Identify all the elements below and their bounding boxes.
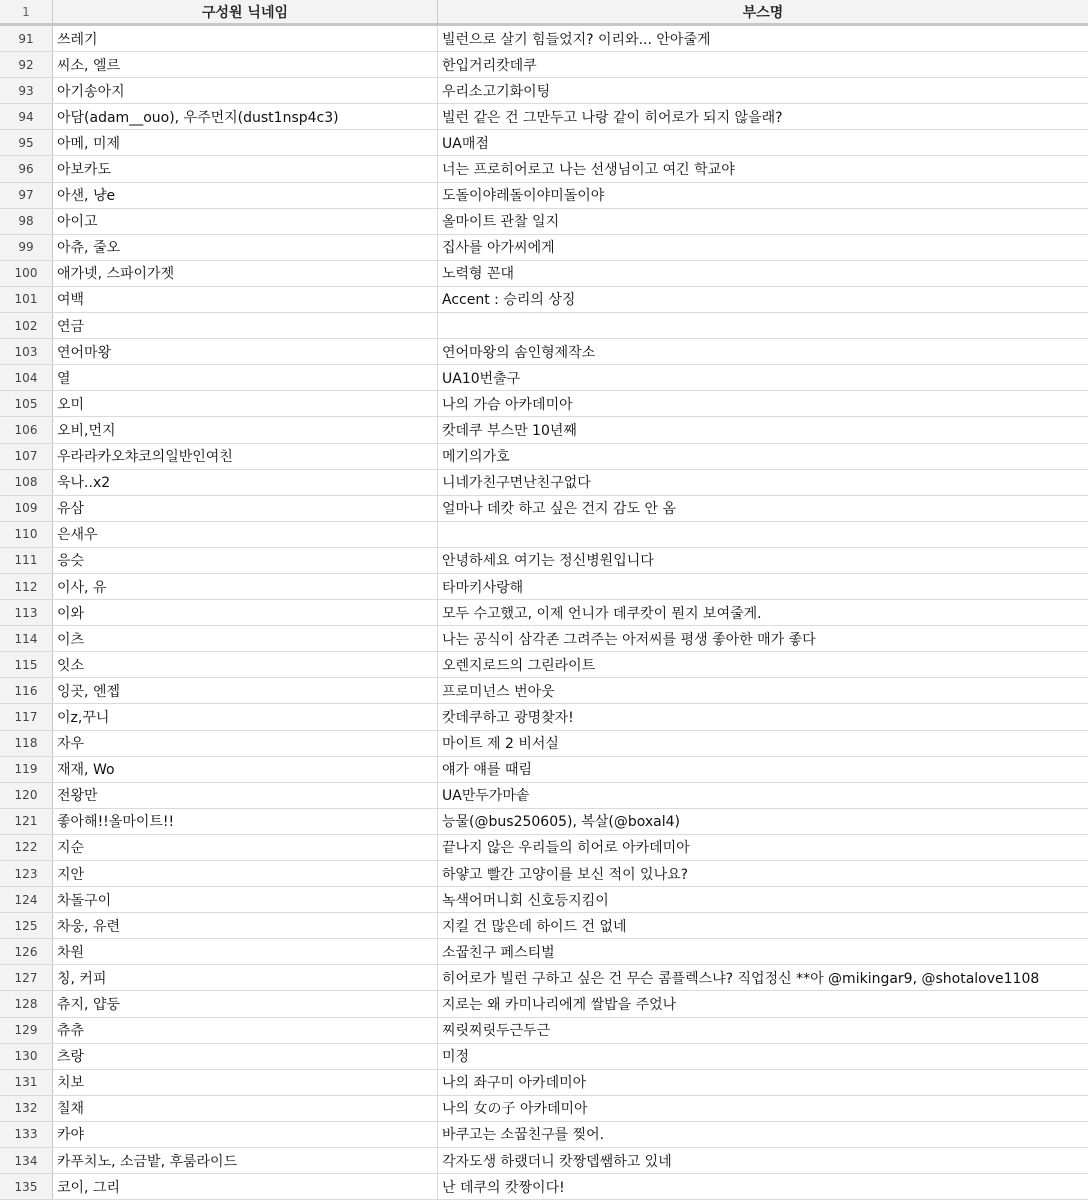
- table-row[interactable]: [0, 1070, 1088, 1096]
- cell-nickname[interactable]: 카푸치노, 소금밭, 후룸라이드: [53, 1148, 438, 1173]
- row-number[interactable]: 100: [0, 261, 53, 286]
- row-number[interactable]: 92: [0, 52, 53, 77]
- row-number[interactable]: 120: [0, 783, 53, 808]
- row-number[interactable]: 104: [0, 365, 53, 390]
- cell-booth-name[interactable]: 지킬 건 많은데 하이드 건 없네: [442, 918, 627, 935]
- row-number[interactable]: 127: [0, 965, 53, 990]
- cell-nickname[interactable]: 오미: [53, 391, 438, 416]
- table-body: [0, 26, 1088, 1200]
- table-row[interactable]: [0, 287, 1088, 313]
- cell-nickname[interactable]: 츠랑: [53, 1044, 438, 1069]
- row-number[interactable]: 121: [0, 809, 53, 834]
- cell-nickname[interactable]: 씨소, 엘르: [53, 52, 438, 77]
- cell-booth-name[interactable]: 캇데쿠하고 광명찾자!: [442, 709, 574, 726]
- table-row[interactable]: [0, 626, 1088, 652]
- cell-nickname[interactable]: 차돌구이: [53, 887, 438, 912]
- cell-booth-name[interactable]: 나는 공식이 삼각존 그려주는 아저씨를 평생 좋아한 매가 좋다: [442, 631, 816, 648]
- cell-booth-name[interactable]: 마이트 제 2 비서실: [442, 736, 559, 753]
- cell-nickname[interactable]: 지안: [53, 861, 438, 886]
- cell-booth-name[interactable]: 얼마나 데캇 하고 싶은 건지 감도 안 옴: [442, 501, 677, 518]
- cell-booth-name[interactable]: 녹색어머니회 신호등지킴이: [442, 892, 609, 909]
- cell-nickname[interactable]: 자우: [53, 731, 438, 756]
- table-row[interactable]: [0, 704, 1088, 730]
- cell-booth-name[interactable]: 나의 가슴 아카데미아: [442, 396, 573, 413]
- row-number[interactable]: 112: [0, 574, 53, 599]
- cell-booth-name[interactable]: 능물(@bus250605), 복살(@boxal4): [442, 814, 681, 831]
- table-row[interactable]: [0, 496, 1088, 522]
- cell-booth-name[interactable]: 빌런 같은 건 그만두고 나랑 같이 히어로가 되지 않을래?: [442, 109, 783, 126]
- cell-booth-name[interactable]: 캇데쿠 부스만 10년째: [442, 422, 577, 439]
- row-number[interactable]: 126: [0, 939, 53, 964]
- cell-booth-name[interactable]: 끝나지 않은 우리들의 히어로 아카데미아: [442, 840, 690, 857]
- cell-booth-name[interactable]: 우리소고기화이팅: [442, 83, 551, 100]
- row-number[interactable]: 124: [0, 887, 53, 912]
- table-row[interactable]: [0, 1044, 1088, 1070]
- cell-booth-name[interactable]: [438, 522, 1088, 547]
- table-row[interactable]: [0, 1096, 1088, 1122]
- cell-booth-name[interactable]: 얘가 얘를 때림: [442, 762, 533, 779]
- table-row[interactable]: [0, 470, 1088, 496]
- cell-nickname[interactable]: 유삼: [53, 496, 438, 521]
- cell-nickname[interactable]: 아메, 미제: [53, 130, 438, 155]
- row-number[interactable]: 94: [0, 104, 53, 129]
- table-row[interactable]: [0, 678, 1088, 704]
- table-row[interactable]: [0, 600, 1088, 626]
- cell-booth-name[interactable]: UA만두가마솥: [442, 788, 530, 805]
- table-row[interactable]: [0, 731, 1088, 757]
- cell-booth-name[interactable]: Accent : 승리의 상징: [442, 292, 576, 309]
- row-number[interactable]: 102: [0, 313, 53, 338]
- table-row[interactable]: [0, 78, 1088, 104]
- cell-booth-name[interactable]: 바쿠고는 소꿉친구를 찢어.: [442, 1127, 605, 1144]
- cell-nickname[interactable]: 차원: [53, 939, 438, 964]
- table-row[interactable]: [0, 861, 1088, 887]
- cell-booth-name[interactable]: 미정: [442, 1049, 470, 1066]
- row-number[interactable]: 132: [0, 1096, 53, 1121]
- cell-nickname[interactable]: 오비,먼지: [53, 417, 438, 442]
- row-number[interactable]: 93: [0, 78, 53, 103]
- table-row[interactable]: [0, 809, 1088, 835]
- cell-nickname[interactable]: 이z,꾸니: [53, 704, 438, 729]
- cell-booth-name[interactable]: 타마키사랑해: [442, 579, 524, 596]
- cell-nickname[interactable]: 코이, 그리: [53, 1174, 438, 1199]
- cell-nickname[interactable]: 아샌, 냥e: [53, 183, 438, 208]
- cell-booth-name[interactable]: 안녕하세요 여기는 정신병원입니다: [442, 553, 654, 570]
- cell-booth-name[interactable]: 나의 女の子 아카데미아: [442, 1101, 588, 1118]
- table-row[interactable]: [0, 991, 1088, 1017]
- table-row[interactable]: [0, 1174, 1088, 1200]
- cell-booth-name[interactable]: 오렌지로드의 그린라이트: [442, 657, 596, 674]
- cell-booth-name[interactable]: 모두 수고했고, 이제 언니가 데쿠캇이 뭔지 보여줄게.: [442, 605, 762, 622]
- row-number[interactable]: 105: [0, 391, 53, 416]
- cell-booth-name[interactable]: 하얗고 빨간 고양이를 보신 적이 있나요?: [442, 866, 689, 883]
- cell-nickname[interactable]: 아기송아지: [53, 78, 438, 103]
- table-row[interactable]: [0, 783, 1088, 809]
- row-number[interactable]: 133: [0, 1122, 53, 1147]
- cell-booth-name[interactable]: UA10번출구: [442, 370, 521, 387]
- table-row[interactable]: [0, 548, 1088, 574]
- table-row[interactable]: [0, 652, 1088, 678]
- table-row[interactable]: [0, 183, 1088, 209]
- row-number[interactable]: 128: [0, 991, 53, 1016]
- cell-nickname[interactable]: 치보: [53, 1070, 438, 1095]
- cell-nickname[interactable]: 우라라카오챠코의일반인여친: [53, 444, 438, 469]
- cell-booth-name[interactable]: 너는 프로히어로고 나는 선생님이고 여긴 학교야: [442, 162, 735, 179]
- cell-nickname[interactable]: 칠채: [53, 1096, 438, 1121]
- table-row[interactable]: [0, 757, 1088, 783]
- row-number[interactable]: 111: [0, 548, 53, 573]
- table-row[interactable]: [0, 1122, 1088, 1148]
- table-row[interactable]: [0, 887, 1088, 913]
- cell-nickname[interactable]: 카야: [53, 1122, 438, 1147]
- row-number[interactable]: 113: [0, 600, 53, 625]
- row-number[interactable]: 106: [0, 417, 53, 442]
- row-number[interactable]: 123: [0, 861, 53, 886]
- row-number[interactable]: 91: [0, 26, 53, 51]
- column-header-nickname[interactable]: 구성원 닉네임: [53, 0, 438, 23]
- row-number[interactable]: 114: [0, 626, 53, 651]
- cell-booth-name[interactable]: 소꿉친구 페스티벌: [442, 944, 555, 961]
- cell-booth-name[interactable]: 각자도생 하랬더니 캇짱뎁쌤하고 있네: [442, 1153, 672, 1170]
- table-row[interactable]: [0, 235, 1088, 261]
- row-number[interactable]: 110: [0, 522, 53, 547]
- table-row[interactable]: [0, 965, 1088, 991]
- cell-nickname[interactable]: 욱나..x2: [53, 470, 438, 495]
- row-number[interactable]: 101: [0, 287, 53, 312]
- cell-nickname[interactable]: 연금: [53, 313, 438, 338]
- row-number[interactable]: 129: [0, 1018, 53, 1043]
- cell-nickname[interactable]: 열: [53, 365, 438, 390]
- cell-booth-name[interactable]: 집사를 아가씨에게: [442, 240, 555, 257]
- table-row[interactable]: [0, 444, 1088, 470]
- cell-nickname[interactable]: 좋아해!!올마이트!!: [53, 809, 438, 834]
- row-number[interactable]: 122: [0, 835, 53, 860]
- row-number[interactable]: 118: [0, 731, 53, 756]
- row-number[interactable]: 107: [0, 444, 53, 469]
- row-number[interactable]: 96: [0, 156, 53, 181]
- cell-booth-name[interactable]: 한입거리캇데쿠: [442, 57, 537, 74]
- cell-booth-name[interactable]: 도돌이야레돌이야미돌이야: [442, 188, 605, 205]
- row-number[interactable]: 98: [0, 209, 53, 234]
- cell-booth-name[interactable]: 메기의가호: [442, 449, 510, 466]
- cell-nickname[interactable]: 여백: [53, 287, 438, 312]
- table-row[interactable]: [0, 339, 1088, 365]
- row-number[interactable]: 119: [0, 757, 53, 782]
- row-number[interactable]: 109: [0, 496, 53, 521]
- cell-booth-name[interactable]: 찌릿찌릿두근두근: [442, 1023, 551, 1040]
- cell-nickname[interactable]: 아츄, 줄오: [53, 235, 438, 260]
- table-row[interactable]: [0, 522, 1088, 548]
- table-row[interactable]: [0, 835, 1088, 861]
- cell-nickname[interactable]: 차웅, 유련: [53, 913, 438, 938]
- cell-booth-name[interactable]: 지로는 왜 카미나리에게 쌀밥을 주었나: [442, 997, 677, 1014]
- row-number[interactable]: 130: [0, 1044, 53, 1069]
- cell-booth-name[interactable]: 난 데쿠의 캇짱이다!: [442, 1179, 565, 1196]
- row-number[interactable]: 95: [0, 130, 53, 155]
- cell-booth-name[interactable]: UA매점: [442, 135, 489, 152]
- cell-nickname[interactable]: 응슷: [53, 548, 438, 573]
- table-row[interactable]: [0, 209, 1088, 235]
- table-row[interactable]: [0, 104, 1088, 130]
- cell-nickname[interactable]: 잇소: [53, 652, 438, 677]
- table-row[interactable]: [0, 574, 1088, 600]
- cell-booth-name[interactable]: 올마이트 관찰 일지: [442, 214, 560, 231]
- table-row[interactable]: [0, 939, 1088, 965]
- table-row[interactable]: [0, 26, 1088, 52]
- table-row[interactable]: [0, 391, 1088, 417]
- cell-nickname[interactable]: 쓰레기: [53, 26, 438, 51]
- row-number[interactable]: 115: [0, 652, 53, 677]
- row-number[interactable]: 103: [0, 339, 53, 364]
- column-header-booth-name[interactable]: 부스명: [742, 4, 784, 21]
- cell-nickname[interactable]: 재재, Wo: [53, 757, 438, 782]
- cell-nickname[interactable]: 애가넷, 스파이가젯: [53, 261, 438, 286]
- cell-nickname[interactable]: 츄지, 얍둥: [53, 991, 438, 1016]
- table-row[interactable]: [0, 417, 1088, 443]
- cell-nickname[interactable]: 지순: [53, 835, 438, 860]
- table-row[interactable]: [0, 52, 1088, 78]
- table-row[interactable]: [0, 913, 1088, 939]
- row-number[interactable]: 108: [0, 470, 53, 495]
- cell-nickname[interactable]: 아이고: [53, 209, 438, 234]
- row-number[interactable]: 135: [0, 1174, 53, 1199]
- cell-booth-name[interactable]: [438, 313, 1088, 338]
- cell-nickname[interactable]: 잉곳, 엔젭: [53, 678, 438, 703]
- cell-booth-name[interactable]: 연어마왕의 솜인형제작소: [442, 344, 596, 361]
- table-row[interactable]: [0, 261, 1088, 287]
- row-number[interactable]: 134: [0, 1148, 53, 1173]
- cell-nickname[interactable]: 이츠: [53, 626, 438, 651]
- row-number[interactable]: 97: [0, 183, 53, 208]
- cell-booth-name[interactable]: 빌런으로 살기 힘들었지? 이리와... 안아줄게: [442, 31, 711, 48]
- table-row[interactable]: [0, 1018, 1088, 1044]
- cell-booth-name[interactable]: 니네가친구면난친구없다: [442, 475, 591, 492]
- cell-booth-name[interactable]: 노력형 꼰대: [442, 266, 515, 283]
- table-row[interactable]: [0, 156, 1088, 182]
- row-number[interactable]: 131: [0, 1070, 53, 1095]
- cell-nickname[interactable]: 아보카도: [53, 156, 438, 181]
- cell-booth-name[interactable]: 나의 좌구미 아카데미아: [442, 1075, 587, 1092]
- row-number[interactable]: 125: [0, 913, 53, 938]
- table-row[interactable]: [0, 130, 1088, 156]
- cell-nickname[interactable]: 아담(adam__ouo), 우주먼지(dust1nsp4c3): [53, 104, 438, 129]
- row-number[interactable]: 117: [0, 704, 53, 729]
- table-row[interactable]: [0, 313, 1088, 339]
- cell-nickname[interactable]: 전왕만: [53, 783, 438, 808]
- cell-nickname[interactable]: 츄츄: [53, 1018, 438, 1043]
- table-row[interactable]: [0, 365, 1088, 391]
- row-number[interactable]: 99: [0, 235, 53, 260]
- table-row[interactable]: [0, 1148, 1088, 1174]
- cell-nickname[interactable]: 칭, 커피: [53, 965, 438, 990]
- header-row-number[interactable]: 1: [0, 0, 53, 23]
- cell-nickname[interactable]: 은새우: [53, 522, 438, 547]
- cell-booth-name[interactable]: 프로미넌스 번아웃: [442, 683, 555, 700]
- cell-nickname[interactable]: 이사, 유: [53, 574, 438, 599]
- header-row: [0, 0, 1088, 26]
- cell-nickname[interactable]: 이와: [53, 600, 438, 625]
- cell-nickname[interactable]: 연어마왕: [53, 339, 438, 364]
- cell-booth-name[interactable]: 히어로가 빌런 구하고 싶은 건 무슨 콤플렉스냐? 직업정신 **아 @mikingar9, @shotalove1108: [442, 970, 1040, 987]
- row-number[interactable]: 116: [0, 678, 53, 703]
